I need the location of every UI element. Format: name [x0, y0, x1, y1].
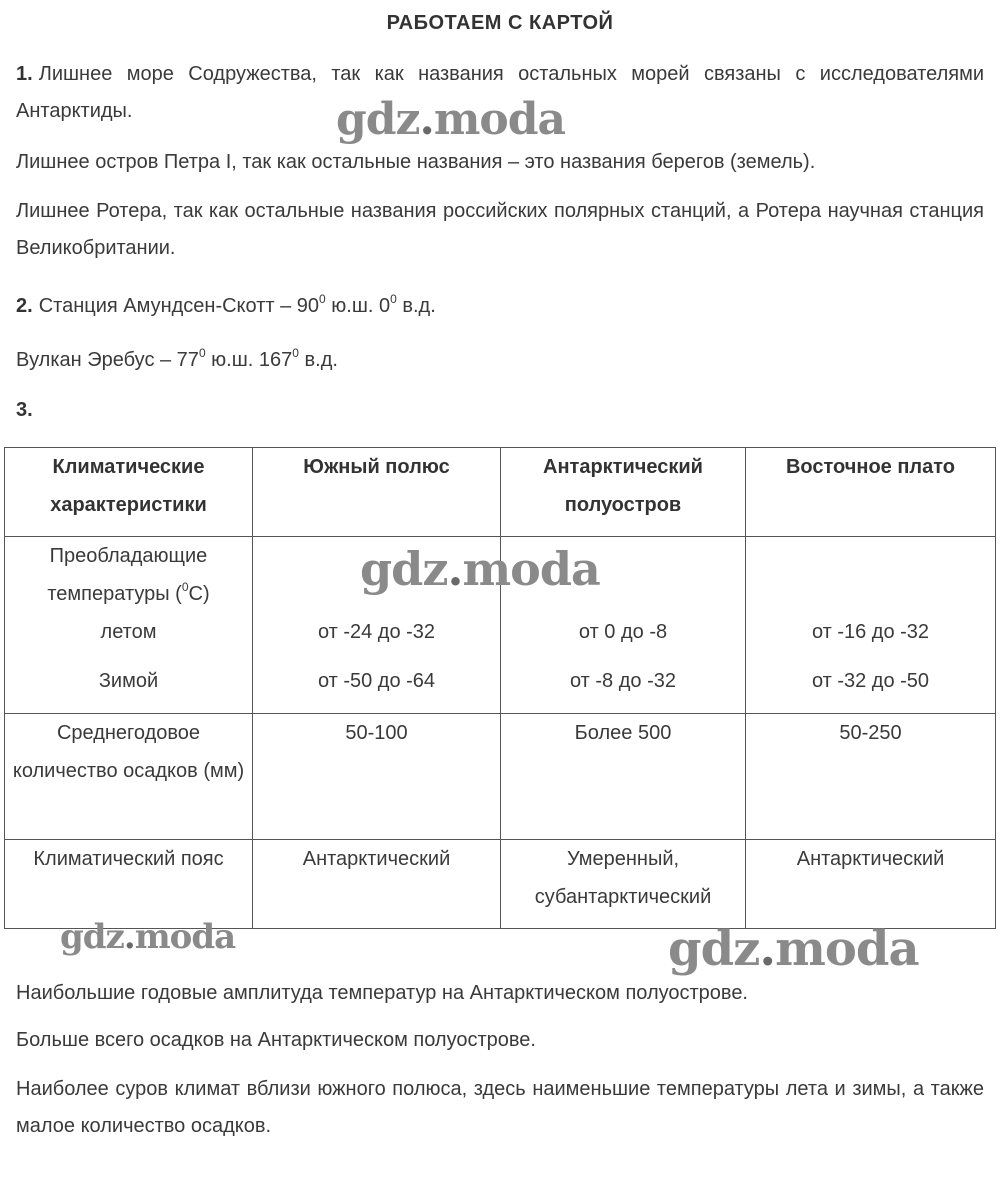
temperature-unit: C): [188, 583, 210, 605]
climate-belt-label: Климатический пояс: [5, 840, 253, 929]
conclusion-1: Наибольшие годовые амплитуда температур на Антарктическом полуострове.: [16, 982, 748, 1004]
winter-label: Зимой: [98, 670, 159, 692]
conclusion-3: Наиболее суров климат вблизи южного полюса, здесь наименьшие температуры лета и зимы, а также малое количество осадков.: [16, 1078, 984, 1137]
answer-3-heading: [16, 392, 984, 429]
station-lon: в.д.: [396, 295, 436, 317]
degree-sup: 0: [292, 346, 299, 360]
watermark-text: moda: [775, 921, 919, 977]
degree-sup: 0: [181, 580, 189, 594]
answer-2-number: 2.: [16, 295, 33, 317]
watermark-dot: .: [759, 921, 776, 977]
watermark-text: gdz: [60, 917, 124, 957]
conclusion-2: Больше всего осадков на Антарктическом полуострове.: [16, 1029, 536, 1051]
watermark-text: moda: [433, 94, 566, 145]
degree-sup: 0: [198, 346, 206, 360]
watermark-logo: [668, 921, 919, 977]
page-title: РАБОТАЕМ С КАРТОЙ: [386, 12, 614, 34]
volcano-lon: в.д.: [298, 349, 338, 371]
answer-1-paragraph-3: Лишнее Ротера, так как остальные названия российских полярных станций, а Ротера научная станция Великобритании.: [16, 200, 984, 259]
winter-value: от -32 до -50: [811, 670, 930, 692]
watermark-logo: [60, 917, 236, 957]
degree-sup: 0: [319, 292, 326, 306]
winter-value: от -50 до -64: [317, 670, 436, 692]
answer-2-line-1: [16, 288, 984, 325]
watermark-logo: [336, 94, 566, 145]
watermark-dot: .: [447, 542, 463, 596]
header-east-plateau: Восточное плато: [746, 448, 996, 537]
watermark-text: moda: [462, 542, 600, 596]
answer-1-text-1: Лишнее море Содружества, так как названия остальных морей связаны с исследователями Антарктиды.: [16, 63, 984, 122]
climate-table: [4, 447, 996, 929]
climate-belt-south-pole: Антарктический: [253, 840, 501, 929]
summer-value: от -24 до -32: [317, 621, 436, 643]
header-characteristics: Климатические характеристики: [5, 448, 253, 537]
watermark-dot: .: [419, 94, 434, 145]
watermark-text: gdz: [360, 542, 448, 596]
precipitation-peninsula: Более 500: [501, 714, 746, 840]
temperature-label: [11, 537, 246, 613]
watermark-dot: .: [123, 917, 135, 957]
temperature-label-cell: [5, 537, 253, 714]
winter-value: от -8 до -32: [570, 670, 676, 692]
temperature-cell-plateau: [746, 537, 996, 714]
summer-label: летом: [100, 621, 157, 643]
watermark-text: gdz: [668, 921, 760, 977]
station-text: Станция Амундсен-Скотт – 90: [38, 295, 320, 317]
temperature-label-text: Преобладающие температуры (: [47, 545, 208, 605]
watermark-text: gdz: [336, 94, 420, 145]
precipitation-south-pole: 50-100: [253, 714, 501, 840]
precipitation-plateau: 50-250: [746, 714, 996, 840]
degree-sup: 0: [390, 292, 397, 306]
answer-1-paragraph-2: Лишнее остров Петра I, так как остальные названия – это названия берегов (земель).: [16, 151, 816, 173]
header-antarctic-peninsula: Антарктический полуостров: [501, 448, 746, 537]
table-header-row: [5, 448, 996, 537]
header-south-pole: Южный полюс: [253, 448, 501, 537]
summer-value: от -16 до -32: [811, 621, 930, 643]
volcano-lat: ю.ш. 167: [205, 349, 293, 371]
table-row-climate-belt: [5, 840, 996, 929]
answer-3-number: 3.: [16, 399, 33, 421]
table-row-precipitation: [5, 714, 996, 840]
watermark-text: moda: [134, 917, 236, 957]
climate-belt-plateau: Антарктический: [746, 840, 996, 929]
answer-1-number: 1.: [16, 63, 33, 85]
watermark-logo: [360, 542, 600, 596]
answer-2-line-2: [16, 342, 984, 379]
climate-belt-peninsula: Умеренный, субантарктический: [501, 840, 746, 929]
station-lat: ю.ш. 0: [325, 295, 391, 317]
volcano-text: Вулкан Эребус – 77: [16, 349, 199, 371]
precipitation-label: Среднегодовое количество осадков (мм): [5, 714, 253, 840]
summer-value: от 0 до -8: [578, 621, 668, 643]
